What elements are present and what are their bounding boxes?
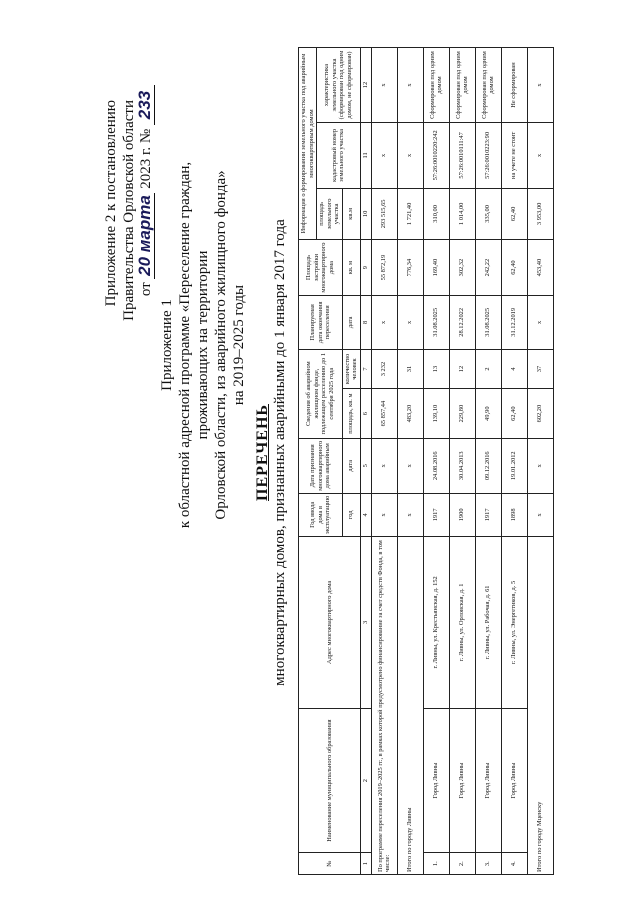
th-cadastral: кадастровый номер земельного участка: [317, 123, 361, 189]
col-num: 2: [360, 708, 371, 853]
cell-address: г. Ливны, ул. Энергетиков, д. 5: [501, 536, 527, 708]
cell-people: 3 232: [371, 349, 397, 389]
th-recognition-date: Дата признания многоквартирного дома аварийным: [299, 438, 343, 493]
cell-area: 65 857,44: [371, 389, 397, 438]
government-line: Правительства Орловской области: [121, 100, 137, 321]
col-num: 4: [360, 493, 371, 536]
cell-land-area: 310,00: [423, 188, 449, 239]
cell-year: 1917: [475, 493, 501, 536]
cell-area: 483,20: [397, 389, 423, 438]
th-municipality: Наименование муниципального образования: [299, 708, 361, 853]
header-row-1: [299, 48, 317, 875]
col-num: 8: [360, 296, 371, 350]
col-num: 6: [360, 389, 371, 438]
th-commission-year: Год ввода дома в эксплуатацию: [299, 493, 343, 536]
col-num: 3: [360, 536, 371, 708]
cell-cadastral: х: [527, 123, 553, 189]
th-land-char: характеристика земельного участка (сформирован под одним домом, не сформирован): [317, 48, 361, 123]
cell-people: 13: [423, 349, 449, 389]
th-land-area: площадь земельного участка: [317, 188, 343, 239]
cell-year: х: [397, 493, 423, 536]
program-line-1: к областной адресной программе «Переселение граждан,: [177, 161, 193, 529]
cell-municipality: Город Ливны: [423, 708, 449, 853]
table-row: [501, 48, 527, 875]
cell-land-area: 3 953,00: [527, 188, 553, 239]
cell-no: 4.: [501, 853, 527, 875]
cell-recognition: 24.08.2016: [423, 438, 449, 493]
cell-no: 2.: [449, 853, 475, 875]
cell-planned: х: [371, 296, 397, 350]
cell-people: 12: [449, 349, 475, 389]
decree-date-line: [136, 85, 155, 296]
cell-people: 2: [475, 349, 501, 389]
cell-program-total: По программе переселения 2019–2025 гг., в рамках которой предусмотрено финансирование за счет средств Фонда, в том числе:: [371, 536, 397, 874]
cell-land-area: 1 721,40: [397, 188, 423, 239]
cell-land-area: 1 014,00: [449, 188, 475, 239]
cell-land-char: Сформирован под одним домом: [423, 48, 449, 123]
cell-cadastral: на учете не стоит: [501, 123, 527, 189]
cell-no: 3.: [475, 853, 501, 875]
cell-planned: 31.08.2025: [423, 296, 449, 350]
th-year: год: [342, 493, 360, 536]
program-line-3: Орловской области, из аварийного жилищного фонда»: [213, 170, 229, 520]
cell-planned: х: [397, 296, 423, 350]
appendix1-line: Приложение 1: [159, 299, 175, 391]
appendix2-line: Приложение 2 к постановлению: [103, 100, 119, 307]
col-num: 10: [360, 188, 371, 239]
col-num: 11: [360, 123, 371, 189]
cell-year: 1898: [501, 493, 527, 536]
th-people: количество человек: [342, 349, 360, 389]
cell-area: 229,80: [449, 389, 475, 438]
cell-building-area: 55 872,19: [371, 240, 397, 296]
cell-land-area: 335,00: [475, 188, 501, 239]
cell-land-char: Сформирован под одним домом: [449, 48, 475, 123]
cell-recognition: х: [397, 438, 423, 493]
cell-cadastral: 57:26:0010223:90: [475, 123, 501, 189]
handwritten-date: 20 марта: [136, 193, 155, 279]
cell-building-area: 169,40: [423, 240, 449, 296]
cell-subtotal-livny: Итого по городу Ливны: [397, 536, 423, 874]
cell-municipality: Город Ливны: [501, 708, 527, 853]
cell-address: г. Ливны, ул. Крестьянская, д. 152: [423, 536, 449, 708]
cell-building-area: 776,34: [397, 240, 423, 296]
cell-cadastral: х: [371, 123, 397, 189]
cell-land-char: х: [527, 48, 553, 123]
cell-land-area: 293 515,65: [371, 188, 397, 239]
cell-cadastral: 57:26:0010111:47: [449, 123, 475, 189]
table-row: [397, 48, 423, 875]
program-line-4: на 2019–2025 годы: [231, 284, 247, 406]
cell-recognition: 19.01.2012: [501, 438, 527, 493]
cell-municipality: Город Ливны: [449, 708, 475, 853]
cell-planned: 31.08.2025: [475, 296, 501, 350]
cell-land-char: х: [371, 48, 397, 123]
th-emergency-fund: Сведения об аварийном жилищном фонде, подлежащем расселению до 1 сентября 2025 года: [299, 349, 343, 438]
col-num: 5: [360, 438, 371, 493]
col-num: 7: [360, 349, 371, 389]
cell-year: х: [527, 493, 553, 536]
cell-building-area: 242,22: [475, 240, 501, 296]
cell-building-area: 453,40: [527, 240, 553, 296]
cell-year: 1900: [449, 493, 475, 536]
cell-address: г. Ливны, ул. Орловская, д. 1: [449, 536, 475, 708]
table-row: [475, 48, 501, 875]
cell-cadastral: х: [397, 123, 423, 189]
cell-land-char: Не сформирован: [501, 48, 527, 123]
table-row: [423, 48, 449, 875]
col-num: 1: [360, 853, 371, 875]
cell-municipality: Город Ливны: [475, 708, 501, 853]
cell-cadastral: 57:26:0010220:242: [423, 123, 449, 189]
cell-area: 62,40: [501, 389, 527, 438]
cell-subtotal-mtsensk: Итого по городу Мценску: [527, 536, 553, 874]
cell-planned: х: [527, 296, 553, 350]
th-planned-date: Планируемая дата окончания переселения: [299, 296, 343, 350]
cell-land-char: х: [397, 48, 423, 123]
cell-planned: 28.12.2022: [449, 296, 475, 350]
cell-year: 1917: [423, 493, 449, 536]
table-row: [371, 48, 397, 875]
year-text: 2023 г. №: [138, 128, 154, 189]
program-line-2: проживающих на территории: [195, 250, 211, 440]
table-row: [527, 48, 553, 875]
handwritten-number: 233: [136, 85, 155, 125]
cell-address: г. Ливны, ул. Рабочая, д. 61: [475, 536, 501, 708]
th-date2: дата: [342, 296, 360, 350]
cell-recognition: х: [371, 438, 397, 493]
cell-people: 31: [397, 349, 423, 389]
cell-building-area: 62,40: [501, 240, 527, 296]
th-area-sqm: площадь, кв. м: [342, 389, 360, 438]
document-title: ПЕРЕЧЕНЬ: [254, 404, 271, 501]
cell-area: 139,10: [423, 389, 449, 438]
cell-building-area: 302,32: [449, 240, 475, 296]
cell-land-area: 62,40: [501, 188, 527, 239]
cell-people: 4: [501, 349, 527, 389]
cell-planned: 31.12.2019: [501, 296, 527, 350]
cell-area: 49,90: [475, 389, 501, 438]
th-address: Адрес многоквартирного дома: [299, 536, 361, 708]
cell-recognition: 30.04.2013: [449, 438, 475, 493]
cell-recognition: 09.12.2016: [475, 438, 501, 493]
document-subtitle: многоквартирных домов, признанных аварийными до 1 января 2017 года: [272, 219, 288, 686]
cell-land-char: Сформирован под одним домом: [475, 48, 501, 123]
col-num: 12: [360, 48, 371, 123]
th-building-area: Площадь застройки многоквартирного дома: [299, 240, 343, 296]
cell-no: 1.: [423, 853, 449, 875]
th-no: №: [299, 853, 361, 875]
th-kv-m2: кв.м: [342, 188, 360, 239]
column-numbers-row: [360, 48, 371, 875]
cell-area: 602,20: [527, 389, 553, 438]
buildings-table: [298, 47, 554, 875]
th-date: дата: [342, 438, 360, 493]
cell-recognition: х: [527, 438, 553, 493]
th-kv-m: кв. м: [342, 240, 360, 296]
col-num: 9: [360, 240, 371, 296]
cell-year: х: [371, 493, 397, 536]
table-row: [449, 48, 475, 875]
cell-people: 37: [527, 349, 553, 389]
from-prefix: от: [138, 282, 154, 297]
th-land-info: Информация о формировании земельного участка под аварийным многоквартирным домом: [299, 48, 317, 240]
